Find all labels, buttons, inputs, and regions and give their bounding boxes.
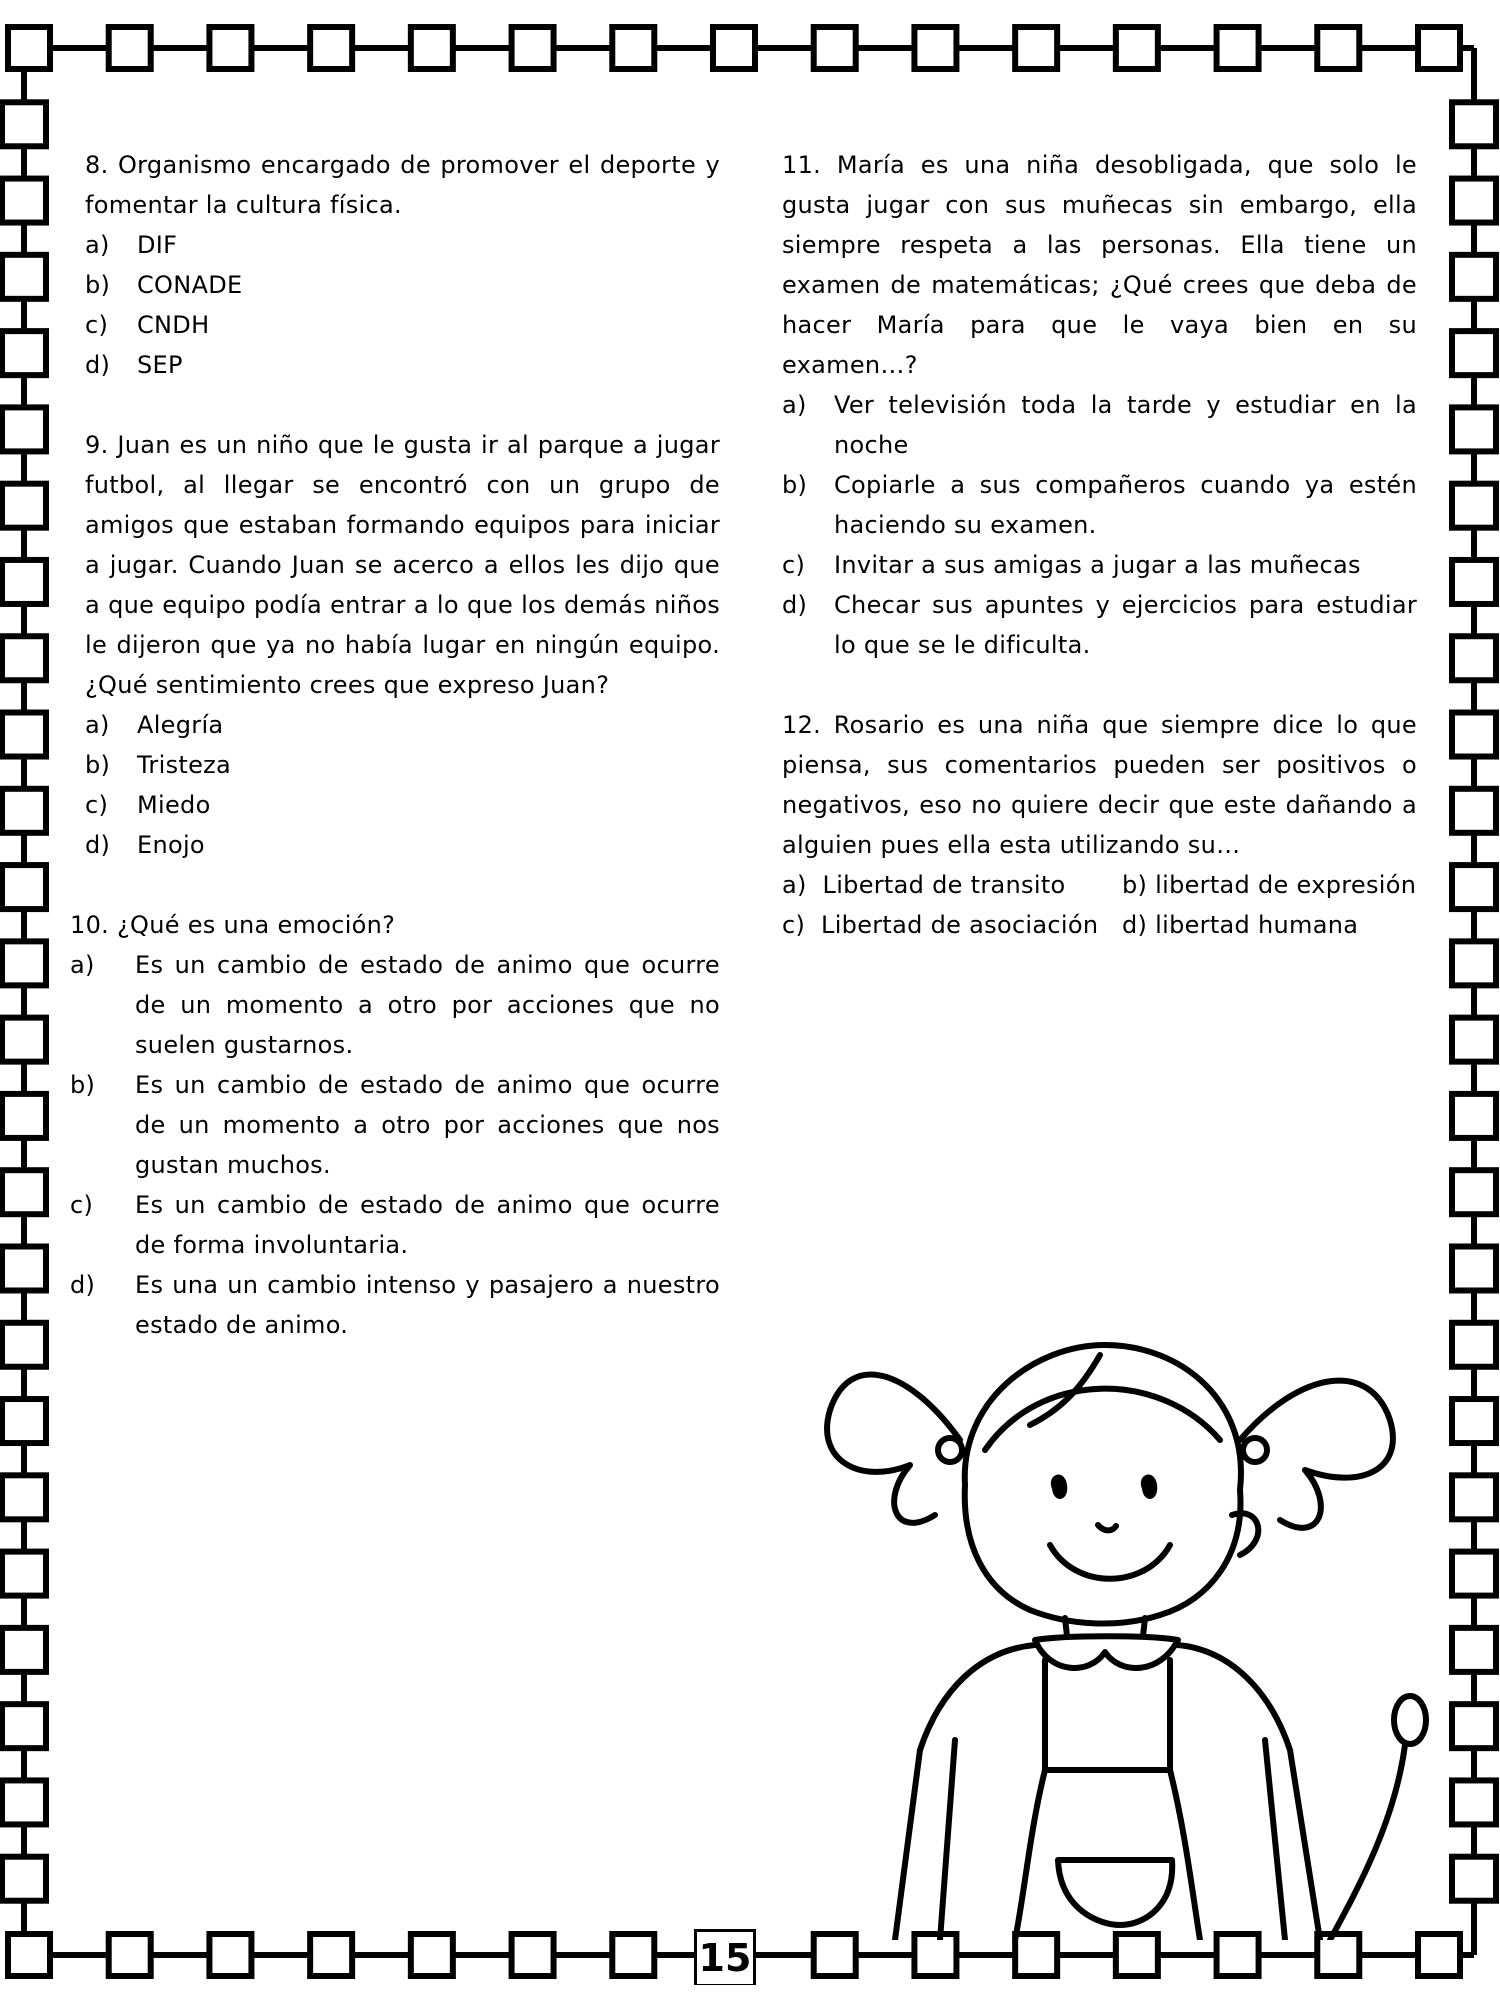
option-b: b) Tristeza xyxy=(85,751,232,779)
option-c: c) Invitar a sus amigas a jugar a las muñecas xyxy=(782,551,1361,579)
option-c: c) Miedo xyxy=(85,791,211,819)
right-column xyxy=(782,145,1417,985)
question-stem: 12. Rosario es una niña que siempre dice lo que piensa, sus comentarios pueden ser positivos o negativos, eso no quiere decir que este dañando a alguien pues ella esta utilizando su… xyxy=(782,711,1417,859)
option-a: a) DIF xyxy=(85,231,178,259)
question-9 xyxy=(85,425,720,865)
question-stem: 9. Juan es un niño que le gusta ir al parque a jugar futbol, al llegar se encontró con un grupo de amigos que estaban formando equipos para iniciar a jugar. Cuando Juan se acerco a ellos les dijo que a que equipo podía entrar a lo que los demás niños le dijeron que ya no había lugar en ningún equipo. ¿Qué sentimiento crees que expreso Juan? xyxy=(85,431,720,699)
option-d: d) Enojo xyxy=(85,831,205,859)
left-column xyxy=(70,145,720,1385)
options-grid xyxy=(782,865,1417,945)
girl-illustration xyxy=(800,1300,1440,1940)
question-12 xyxy=(782,705,1417,945)
option-a: a) Alegría xyxy=(85,711,224,739)
option-a: a) Ver televisión toda la tarde y estudiar en la noche xyxy=(782,391,1417,459)
option-b: b) CONADE xyxy=(85,271,243,299)
question-10 xyxy=(70,905,720,1345)
page-number: 15 xyxy=(697,1932,753,1984)
question-8 xyxy=(85,145,720,385)
option-c: c) CNDH xyxy=(85,311,210,339)
option-a: a) Libertad de transito xyxy=(782,871,1066,899)
option-b: b) Copiarle a sus compañeros cuando ya estén haciendo su examen. xyxy=(782,471,1417,539)
question-stem: 11. María es una niña desobligada, que solo le gusta jugar con sus muñecas sin embargo, ella siempre respeta a las personas. Ella tiene un examen de matemáticas; ¿Qué crees que deba de hacer María para que le vaya bien en su examen…? xyxy=(782,151,1417,379)
question-11 xyxy=(782,145,1417,665)
option-c: c) Es un cambio de estado de animo que ocurre de forma involuntaria. xyxy=(70,1191,720,1259)
option-d: d) Checar sus apuntes y ejercicios para estudiar lo que se le dificulta. xyxy=(782,591,1417,659)
option-d: d) Es una un cambio intenso y pasajero a nuestro estado de animo. xyxy=(70,1271,720,1339)
option-a: a) Es un cambio de estado de animo que ocurre de un momento a otro por acciones que no suelen gustarnos. xyxy=(70,951,720,1059)
option-b: b) libertad de expresión xyxy=(1122,871,1417,899)
option-d: d) libertad humana xyxy=(1122,911,1359,939)
option-c: c) Libertad de asociación xyxy=(782,911,1099,939)
question-stem: 8. Organismo encargado de promover el deporte y fomentar la cultura física. xyxy=(85,151,720,219)
option-b: b) Es un cambio de estado de animo que ocurre de un momento a otro por acciones que nos gustan muchos. xyxy=(70,1071,720,1179)
option-d: d) SEP xyxy=(85,351,183,379)
question-stem: 10. ¿Qué es una emoción? xyxy=(70,911,396,939)
